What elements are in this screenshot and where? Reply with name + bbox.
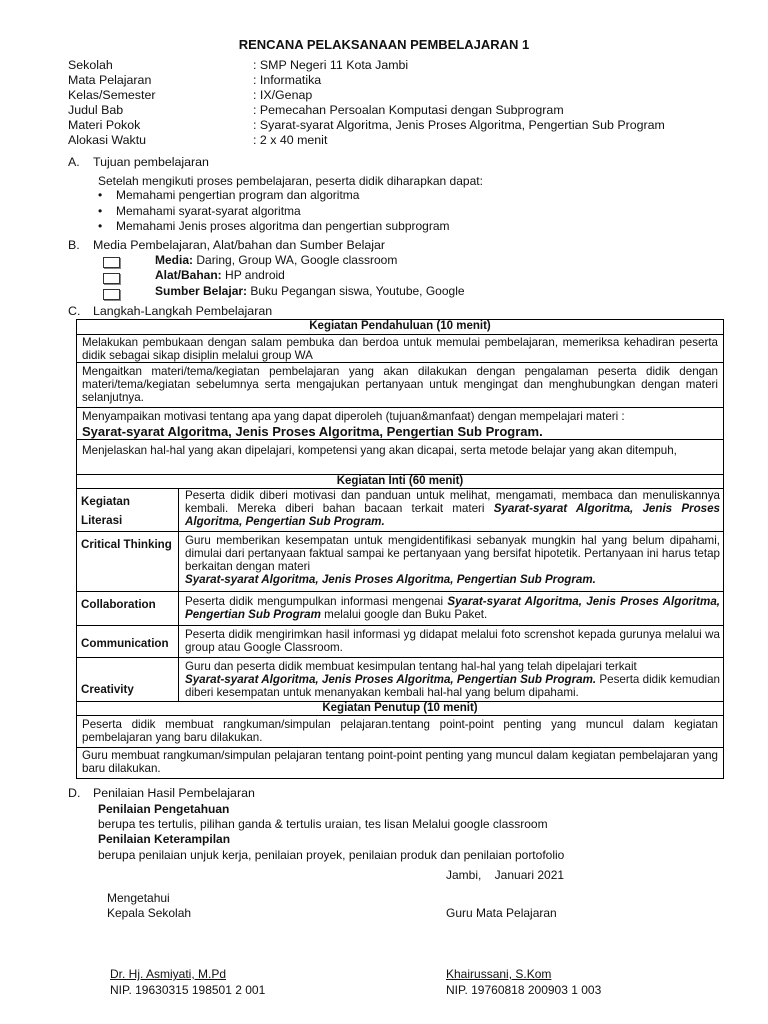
assessment-heading: Penilaian Keterampilan (98, 832, 231, 846)
section-title: Media Pembelajaran, Alat/bahan dan Sumber Belajar (93, 238, 386, 252)
table-row (77, 532, 723, 592)
table-cell: Mengaitkan materi/tema/kegiatan pembelajaran yang akan dilakukan dengan pengalaman peserta didik dengan materi/tema/kegiatan sebelumnya serta mengajukan pertanyaan untuk mengingat dan menghubungkan dengan materi selanjutnya. (82, 365, 718, 404)
checkbox-icon (103, 273, 120, 284)
activity-text (185, 595, 720, 621)
section-title: Tujuan pembelajaran (93, 155, 209, 169)
activity-label: Critical Thinking (77, 532, 179, 591)
section-d-heading (68, 786, 255, 801)
checkbox-icon (103, 257, 120, 268)
assessment-text: berupa tes tertulis, pilihan ganda & tertulis uraian, tes lisan Melalui google classroom (98, 817, 548, 831)
signature-right-nip: NIP. 19760818 200903 1 003 (446, 983, 602, 997)
inti-header: Kegiatan Inti (60 menit) (77, 475, 723, 489)
list-item (98, 188, 359, 202)
signature-left-line2: Kepala Sekolah (107, 906, 192, 920)
activity-desc: Peserta didik mengirimkan hasil informasi yg didapat melalui foto screnshot kepada gurunya melalui wa group atau Google Classroom. (185, 628, 720, 654)
media-text: Daring, Group WA, Google classroom (193, 253, 398, 267)
document-title: RENCANA PELAKSANAAN PEMBELAJARAN 1 (238, 37, 530, 52)
media-label: Sumber Belajar: (155, 284, 248, 298)
activity-desc: Peserta didik diberi motivasi dan panduan untuk melihat, mengamati, membaca dan menuliskannya kembali. Mereka diberi bahan bacaan terkait materi (185, 489, 720, 515)
activity-label: Creativity (77, 658, 179, 701)
media-item (155, 284, 465, 298)
activity-desc: Guru dan peserta didik membuat kesimpulan tentang hal-hal yang telah dipelajari terkait (185, 660, 637, 673)
list-item (98, 204, 301, 218)
info-key: Judul Bab (68, 103, 124, 117)
media-item (155, 253, 397, 267)
media-text: Buku Pegangan siswa, Youtube, Google (247, 284, 465, 298)
table-row (77, 658, 723, 702)
activity-desc: Peserta didik mengumpulkan informasi mengenai (185, 595, 448, 608)
section-title: Langkah-Langkah Pembelajaran (93, 304, 273, 318)
section-b-heading (68, 238, 385, 253)
media-item (155, 268, 285, 282)
table-cell: Peserta didik membuat rangkuman/simpulan pelajaran.tentang point-point penting yang muncul dalam kegiatan pembelajaran yang baru dilakukan. (82, 718, 718, 744)
info-value: : 2 x 40 menit (253, 133, 328, 147)
section-letter: A. (68, 155, 80, 169)
activity-label: Communication (77, 626, 179, 657)
activity-label: Collaboration (77, 592, 179, 625)
table-cell: Menyampaikan motivasi tentang apa yang dapat diperoleh (tujuan&manfaat) dengan mempelajari materi : (82, 410, 625, 423)
signature-left-line1: Mengetahui (107, 891, 170, 905)
info-key: Alokasi Waktu (68, 133, 147, 147)
bullet-icon: • (98, 219, 103, 233)
signature-left-name: Dr. Hj. Asmiyati, M.Pd (110, 967, 227, 981)
activity-emphasis: Syarat-syarat Algoritma, Jenis Proses Algoritma, Pengertian Sub Program. (185, 502, 720, 528)
table-row (77, 363, 723, 408)
section-letter: D. (68, 786, 81, 800)
lesson-steps-table (76, 319, 724, 779)
list-item (98, 219, 450, 233)
info-value: : Informatika (253, 73, 322, 87)
assessment-text: berupa penilaian unjuk kerja, penilaian proyek, penilaian produk dan penilaian portofolio (98, 848, 565, 862)
activity-emphasis: Syarat-syarat Algoritma, Jenis Proses Algoritma, Pengertian Sub Program. (185, 573, 596, 586)
checkbox-icon (103, 289, 120, 300)
info-value: : Pemecahan Persoalan Komputasi dengan Subprogram (253, 103, 564, 117)
table-cell: Menjelaskan hal-hal yang akan dipelajari, kompetensi yang akan dicapai, serta metode belajar yang akan ditempuh, (82, 444, 677, 457)
activity-text (185, 660, 720, 699)
section-a-heading (68, 155, 209, 170)
section-title: Penilaian Hasil Pembelajaran (93, 786, 255, 800)
table-row (77, 440, 723, 475)
table-row (77, 626, 723, 658)
activity-emphasis: Syarat-syarat Algoritma, Jenis Proses Algoritma, Pengertian Sub Program (185, 595, 720, 621)
place-date: Jambi, Januari 2021 (446, 868, 565, 882)
activity-desc-after: Peserta didik kemudian diberi kesempatan untuk menanyakan kembali hal-hal yang belum dipahami. (185, 673, 720, 699)
section-a-intro: Setelah mengikuti proses pembelajaran, peserta didik diharapkan dapat: (98, 174, 483, 188)
section-letter: B. (68, 238, 80, 252)
info-key: Mata Pelajaran (68, 73, 152, 87)
signature-right-title: Guru Mata Pelajaran (446, 906, 557, 920)
penutup-header: Kegiatan Penutup (10 menit) (77, 702, 723, 716)
table-row (77, 335, 723, 363)
info-key: Sekolah (68, 58, 113, 72)
activity-label: Kegiatan Literasi (77, 489, 179, 531)
table-row (77, 716, 723, 748)
info-value: : SMP Negeri 11 Kota Jambi (253, 58, 409, 72)
section-letter: C. (68, 304, 81, 318)
signature-right-name: Khairussani, S.Kom (446, 967, 552, 981)
assessment-heading: Penilaian Pengetahuan (98, 802, 230, 816)
info-value: : IX/Genap (253, 88, 313, 102)
info-key: Kelas/Semester (68, 88, 156, 102)
activity-emphasis: Syarat-syarat Algoritma, Jenis Proses Algoritma, Pengertian Sub Program. (185, 673, 597, 686)
materi-emphasis: Syarat-syarat Algoritma, Jenis Proses Algoritma, Pengertian Sub Program. (82, 424, 543, 439)
activity-desc: Guru memberikan kesempatan untuk mengidentifikasi sebanyak mungkin hal yang belum dipahami, dimulai dari pertanyaan faktual sampai ke pertanyaan yang bersifat hipotetik. Pertanyaan ini harus tetap berkaitan dengan materi (185, 534, 720, 573)
table-cell: Melakukan pembukaan dengan salam pembuka dan berdoa untuk memulai pembelajaran, memeriksa kehadiran peserta didik sebagai sikap disiplin melalui group WA (82, 336, 718, 362)
section-c-heading (68, 304, 272, 319)
list-item-text: Memahami Jenis proses algoritma dan pengertian subprogram (116, 219, 450, 233)
table-row (77, 592, 723, 626)
media-text: HP android (221, 268, 285, 282)
activity-text (185, 628, 720, 654)
bullet-icon: • (98, 188, 103, 202)
info-value: : Syarat-syarat Algoritma, Jenis Proses Algoritma, Pengertian Sub Program (253, 118, 665, 132)
table-row (77, 748, 723, 778)
activity-desc-after: melalui google dan Buku Paket. (320, 608, 488, 621)
pendahuluan-header: Kegiatan Pendahuluan (10 menit) (77, 320, 723, 335)
activity-text (185, 489, 720, 528)
info-key: Materi Pokok (68, 118, 141, 132)
activity-text (185, 534, 720, 586)
media-label: Media: (155, 253, 194, 267)
table-row (77, 408, 723, 440)
table-cell: Guru membuat rangkuman/simpulan pelajaran tentang point-point penting yang muncul dalam kegiatan pembelajaran yang baru dilakukan. (82, 749, 718, 775)
list-item-text: Memahami pengertian program dan algoritma (116, 188, 360, 202)
table-row (77, 489, 723, 532)
media-label: Alat/Bahan: (155, 268, 222, 282)
bullet-icon: • (98, 204, 103, 218)
list-item-text: Memahami syarat-syarat algoritma (116, 204, 301, 218)
signature-left-nip: NIP. 19630315 198501 2 001 (110, 983, 266, 997)
